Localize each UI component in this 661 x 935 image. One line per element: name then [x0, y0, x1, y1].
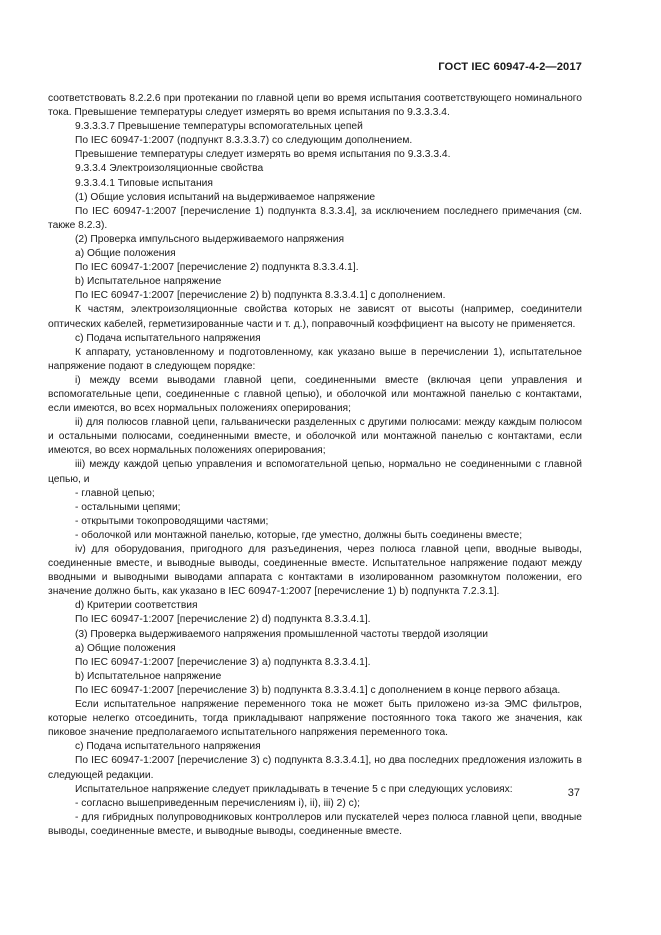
paragraph: По IEC 60947-1:2007 [перечисление 3) c) подпункта 8.3.3.4.1], но два последних предложения изложить в следующей редакции.	[48, 755, 582, 781]
paragraph: По IEC 60947-1:2007 [перечисление 3) b) подпункта 8.3.3.4.1] с дополнением в конце первого абзаца.	[75, 684, 561, 696]
paragraph: По IEC 60947-1:2007 [перечисление 2) b) подпункта 8.3.3.4.1] с дополнением.	[75, 290, 446, 302]
paragraph: Если испытательное напряжение переменного тока не может быть приложено из-за ЭМС фильтров, которые нелегко отсоединить, тогда прикладывают напряжение постоянного тока такого же значения, как пиковое значение предполагаемого испытательного напряжения переменного тока.	[48, 699, 582, 739]
paragraph: a) Общие положения	[75, 642, 176, 654]
page-number: 37	[567, 787, 580, 799]
paragraph: Превышение температуры следует измерять во время испытания по 9.3.3.3.4.	[75, 149, 451, 161]
paragraph: К частям, электроизоляционные свойства которых не зависят от высоты (например, соединители оптических кабелей, герметизированные части и т. д.), поправочный коэффициент на высоту не применяется.	[48, 304, 582, 330]
paragraph: - открытыми токопроводящими частями;	[75, 515, 269, 527]
paragraph: c) Подача испытательного напряжения	[75, 332, 261, 344]
paragraph: По IEC 60947-1:2007 [перечисление 2) d) подпункта 8.3.3.4.1].	[75, 614, 371, 626]
paragraph: (1) Общие условия испытаний на выдерживаемое напряжение	[75, 191, 376, 203]
paragraph: - оболочкой или монтажной панелью, которые, где уместно, должны быть соединены вместе;	[75, 529, 523, 541]
paragraph: iv) для оборудования, пригодного для разъединения, через полюса главной цепи, вводные выводы, соединенные вместе, и выводные выводы, соединенные вместе. Испытательное напряжение подают между вводными и выводными выводами аппарата с контактами в изолированном разомкнутом положении, его значение должно быть, как указано в IEC 60947-1:2007 [перечисление 1) b) подпункта 7.2.3.1].	[48, 544, 582, 598]
paragraph: iii) между каждой цепью управления и вспомогательной цепью, нормально не соединенными с главной цепью, и	[48, 459, 582, 485]
paragraph: 9.3.3.3.7 Превышение температуры вспомогательных цепей	[75, 121, 363, 133]
paragraph: d) Критерии соответствия	[75, 600, 198, 612]
paragraph: a) Общие положения	[75, 248, 176, 260]
paragraph: - для гибридных полупроводниковых контроллеров или пускателей через полюса главной цепи, вводные выводы, соединенные вместе, и выводные выводы, соединенные вместе.	[48, 811, 582, 837]
paragraph: (3) Проверка выдерживаемого напряжения промышленной частоты твердой изоляции	[75, 628, 488, 640]
paragraph: По IEC 60947-1:2007 [перечисление 3) a) подпункта 8.3.3.4.1].	[75, 656, 371, 668]
paragraph: По IEC 60947-1:2007 (подпункт 8.3.3.3.7) со следующим дополнением.	[75, 135, 413, 147]
paragraph: b) Испытательное напряжение	[75, 276, 222, 288]
paragraph: По IEC 60947-1:2007 [перечисление 1) подпункта 8.3.3.4], за исключением последнего примечания (см. также 8.2.3).	[48, 205, 582, 231]
standard-designation: ГОСТ IEC 60947-4-2—2017	[438, 61, 582, 73]
paragraph: - главной цепью;	[75, 487, 155, 499]
paragraph: - остальными цепями;	[75, 501, 181, 513]
paragraph: соответствовать 8.2.2.6 при протекании по главной цепи во время испытания соответствующего номинального тока. Превышение температуры следует измерять во время испытания по 9.3.3.3.4.	[48, 93, 582, 119]
paragraph: b) Испытательное напряжение	[75, 670, 222, 682]
paragraph: 9.3.3.4.1 Типовые испытания	[75, 177, 213, 189]
paragraph: ii) для полюсов главной цепи, гальванически разделенных с другими полюсами: между каждым полюсом и остальными полюсами, соединенными вместе, и оболочкой или монтажной панелью с контактами, если имеются, во всех нормальных положениях оперирования;	[48, 417, 582, 457]
document-body	[48, 92, 582, 839]
paragraph: i) между всеми выводами главной цепи, соединенными вместе (включая цепи управления и вспомогательные цепи, соединенные с главной цепью), и оболочкой или монтажной панелью с контактами, если имеются, во всех нормальных положениях оперирования;	[48, 374, 582, 415]
paragraph: Испытательное напряжение следует прикладывать в течение 5 с при следующих условиях:	[75, 783, 513, 795]
paragraph: - согласно вышеприведенным перечислениям i), ii), iii) 2) c);	[75, 797, 361, 809]
paragraph: По IEC 60947-1:2007 [перечисление 2) подпункта 8.3.3.4.1].	[75, 262, 359, 274]
paragraph: c) Подача испытательного напряжения	[75, 741, 261, 753]
paragraph: (2) Проверка импульсного выдерживаемого напряжения	[75, 233, 345, 245]
paragraph: К аппарату, установленному и подготовленному, как указано выше в перечислении 1), испытательное напряжение подают в следующем порядке:	[48, 346, 582, 372]
paragraph: 9.3.3.4 Электроизоляционные свойства	[75, 163, 264, 175]
